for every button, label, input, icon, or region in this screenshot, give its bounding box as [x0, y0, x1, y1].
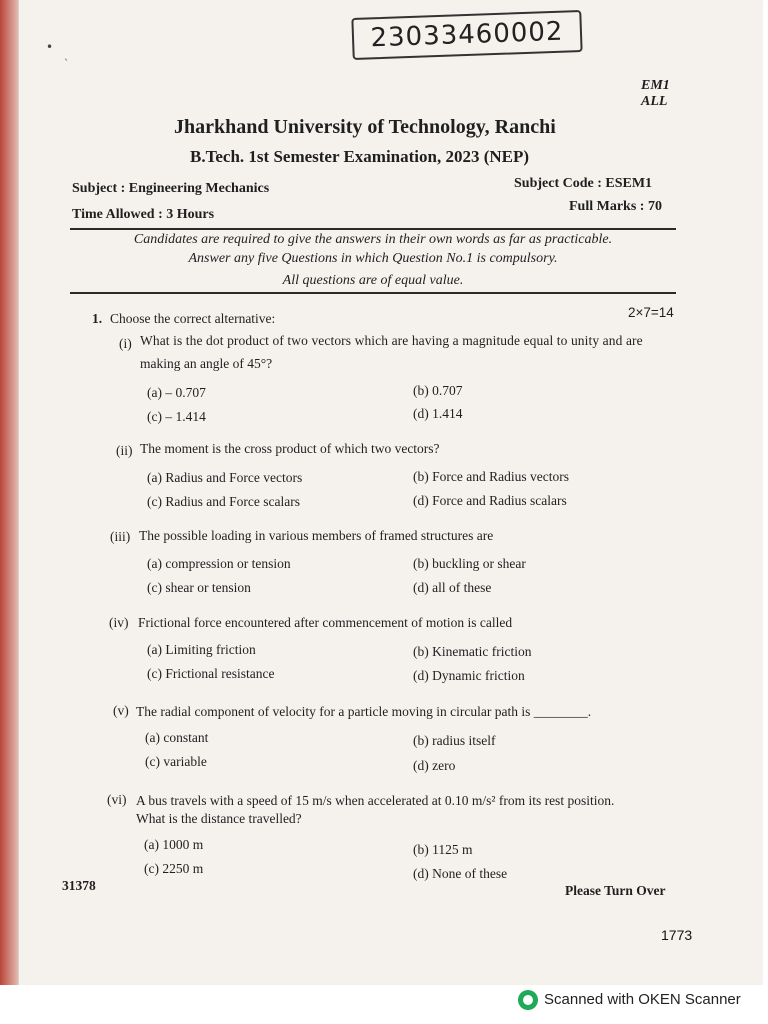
please-turn-over: Please Turn Over: [565, 883, 666, 898]
part-text: What is the dot product of two vectors which are having a magnitude equal to unity and are: [140, 333, 643, 348]
part-text: The radial component of velocity for a particle moving in circular path is ________.: [136, 704, 592, 719]
option-c: (c) – 1.414: [147, 409, 206, 424]
option-b: (b) buckling or shear: [413, 556, 526, 571]
question-marks: 2×7=14: [628, 305, 674, 320]
part-text: Frictional force encountered after commencement of motion is called: [138, 615, 513, 630]
subject-code: Subject Code : ESEM1: [514, 176, 653, 191]
divider-bottom: [70, 292, 676, 294]
part-label: (iii): [110, 529, 131, 544]
option-d: (d) zero: [413, 758, 456, 773]
option-a: (a) 1000 m: [144, 837, 204, 852]
instruction-line-1: Candidates are required to give the answers in their own words as far as practicable.: [133, 232, 613, 247]
part-label: (ii): [116, 443, 133, 458]
option-b: (b) Kinematic friction: [413, 644, 532, 659]
page-left-edge: [0, 0, 20, 985]
option-c: (c) shear or tension: [147, 580, 251, 595]
part-label: (vi): [107, 792, 127, 807]
option-c: (c) 2250 m: [144, 861, 204, 876]
instruction-line-3: All questions are of equal value.: [282, 273, 464, 288]
option-c: (c) Radius and Force scalars: [147, 494, 300, 509]
question-prompt: Choose the correct alternative:: [110, 311, 276, 326]
question-number: 1.: [92, 311, 103, 326]
part-text-cont: What is the distance travelled?: [136, 811, 302, 826]
part-label: (i): [119, 336, 132, 351]
part-text-cont: making an angle of 45°?: [140, 356, 273, 371]
roll-number-box: 23033460002: [351, 10, 582, 60]
paper-serial: 31378: [62, 878, 96, 893]
option-b: (b) 0.707: [413, 383, 463, 398]
subject-label: Subject : Engineering Mechanics: [72, 181, 270, 196]
option-a: (a) Radius and Force vectors: [147, 470, 303, 485]
option-b: (b) radius itself: [413, 733, 496, 748]
divider-top: [70, 228, 676, 230]
part-label: (iv): [109, 615, 129, 630]
option-a: (a) constant: [145, 730, 209, 745]
option-a: (a) – 0.707: [147, 385, 206, 400]
part-label: (v): [113, 703, 129, 718]
option-a: (a) compression or tension: [147, 556, 291, 571]
part-text: A bus travels with a speed of 15 m/s when accelerated at 0.10 m/s² from its rest position.: [136, 793, 615, 808]
option-a: (a) Limiting friction: [147, 642, 256, 657]
paper-code-all: ALL: [641, 94, 668, 109]
part-text: The possible loading in various members of framed structures are: [139, 528, 494, 543]
option-d: (d) 1.414: [413, 406, 463, 421]
page-number: 1773: [661, 927, 693, 943]
option-b: (b) Force and Radius vectors: [413, 469, 569, 484]
part-text: The moment is the cross product of which two vectors?: [140, 441, 440, 456]
option-d: (d) Dynamic friction: [413, 668, 525, 683]
scanner-watermark: [518, 990, 741, 1010]
pen-mark: ˎ: [64, 50, 69, 61]
option-c: (c) Frictional resistance: [147, 666, 275, 681]
scanner-text: Scanned with OKEN Scanner: [544, 990, 741, 1008]
option-b: (b) 1125 m: [413, 842, 473, 857]
option-d: (d) all of these: [413, 580, 492, 595]
time-allowed: Time Allowed : 3 Hours: [72, 207, 215, 222]
option-d: (d) Force and Radius scalars: [413, 493, 567, 508]
instruction-line-2: Answer any five Questions in which Question No.1 is compulsory.: [188, 251, 558, 266]
paper-code-em1: EM1: [641, 78, 670, 93]
option-c: (c) variable: [145, 754, 207, 769]
university-title: Jharkhand University of Technology, Ranchi: [174, 116, 556, 138]
oken-scanner-logo-icon: [518, 990, 538, 1010]
full-marks: Full Marks : 70: [569, 199, 662, 214]
exam-title: B.Tech. 1st Semester Examination, 2023 (NEP): [190, 147, 530, 166]
option-d: (d) None of these: [413, 866, 508, 881]
pen-mark: •: [46, 40, 54, 54]
